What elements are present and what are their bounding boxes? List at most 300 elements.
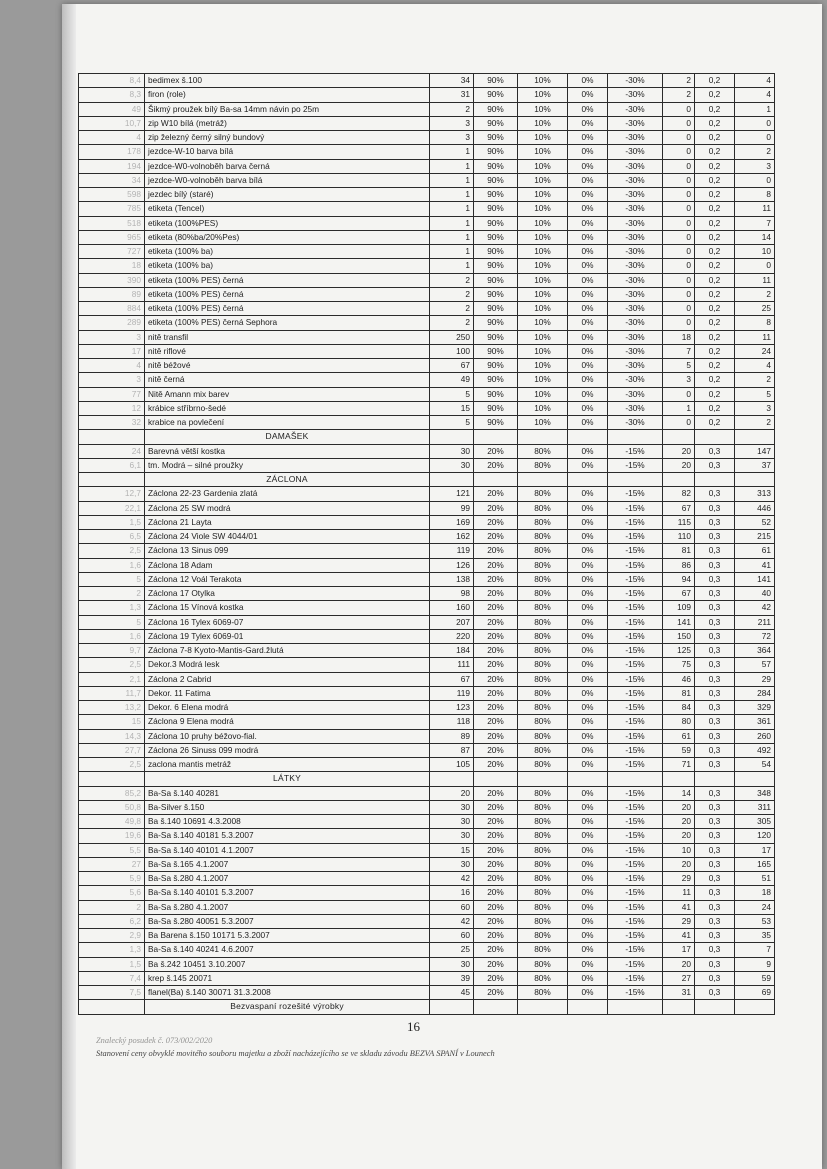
- table-row: [79, 458, 775, 472]
- table-row: [79, 587, 775, 601]
- cell-pct-b: 80%: [518, 444, 568, 458]
- cell-quantity: 1: [430, 173, 474, 187]
- cell-pct-a: 20%: [474, 715, 518, 729]
- cell-quantity: 67: [430, 672, 474, 686]
- cell-quantity: 105: [430, 758, 474, 772]
- cell-value-b: 37: [735, 458, 775, 472]
- cell-value-b: 1: [735, 102, 775, 116]
- empty-cell: [735, 1000, 775, 1014]
- cell-pct-c: 0%: [568, 74, 608, 88]
- cell-item-name: Záclona 2 Cabrid: [145, 672, 430, 686]
- cell-value-b: 305: [735, 815, 775, 829]
- page-binding-edge: [62, 4, 76, 1169]
- footer-report-description: Stanovení ceny obvyklé movitého souboru majetku a zboží nacházejícího se ve skladu závodu BEZVA SPANÍ v Lounech: [96, 1049, 495, 1058]
- cell-discount: -15%: [608, 644, 663, 658]
- cell-row-ref: 727: [79, 245, 145, 259]
- cell-value-a: 3: [663, 373, 695, 387]
- cell-pct-b: 80%: [518, 458, 568, 472]
- cell-pct-c: 0%: [568, 986, 608, 1000]
- cell-row-ref: 3: [79, 330, 145, 344]
- empty-cell: [735, 430, 775, 444]
- cell-pct-a: 20%: [474, 686, 518, 700]
- cell-item-name: etiketa (100%PES): [145, 216, 430, 230]
- cell-value-b: 313: [735, 487, 775, 501]
- table-row: [79, 715, 775, 729]
- cell-item-name: etiketa (100% ba): [145, 259, 430, 273]
- cell-row-ref: 17: [79, 344, 145, 358]
- cell-value-a: 20: [663, 444, 695, 458]
- cell-discount: -30%: [608, 131, 663, 145]
- cell-item-name: jezdec bílý (staré): [145, 188, 430, 202]
- cell-value-a: 84: [663, 701, 695, 715]
- cell-pct-b: 10%: [518, 259, 568, 273]
- cell-pct-a: 20%: [474, 971, 518, 985]
- cell-value-b: 0: [735, 131, 775, 145]
- cell-discount: -30%: [608, 387, 663, 401]
- cell-discount: -15%: [608, 515, 663, 529]
- cell-pct-a: 90%: [474, 330, 518, 344]
- cell-pct-c: 0%: [568, 914, 608, 928]
- cell-item-name: Záclona 22-23 Gardenia zlatá: [145, 487, 430, 501]
- table-row: [79, 131, 775, 145]
- cell-pct-c: 0%: [568, 900, 608, 914]
- cell-row-ref: 8,4: [79, 74, 145, 88]
- cell-pct-b: 10%: [518, 373, 568, 387]
- section-header-row: [79, 1000, 775, 1014]
- cell-pct-c: 0%: [568, 102, 608, 116]
- cell-coefficient: 0,3: [695, 487, 735, 501]
- cell-item-name: Ba-Sa š.140 40181 5.3.2007: [145, 829, 430, 843]
- cell-value-b: 42: [735, 601, 775, 615]
- cell-value-a: 20: [663, 857, 695, 871]
- cell-item-name: etiketa (100% PES) černá: [145, 302, 430, 316]
- cell-row-ref: 390: [79, 273, 145, 287]
- cell-row-ref: 7,4: [79, 971, 145, 985]
- cell-value-a: 0: [663, 202, 695, 216]
- cell-pct-a: 20%: [474, 444, 518, 458]
- cell-coefficient: 0,3: [695, 929, 735, 943]
- cell-pct-c: 0%: [568, 658, 608, 672]
- cell-pct-c: 0%: [568, 815, 608, 829]
- cell-pct-a: 20%: [474, 587, 518, 601]
- cell-discount: -15%: [608, 672, 663, 686]
- cell-item-name: zip železný černý silný bundový: [145, 131, 430, 145]
- cell-quantity: 42: [430, 872, 474, 886]
- cell-quantity: 250: [430, 330, 474, 344]
- cell-pct-a: 20%: [474, 743, 518, 757]
- cell-item-name: tm. Modrá – silné proužky: [145, 458, 430, 472]
- cell-pct-b: 80%: [518, 629, 568, 643]
- cell-pct-a: 20%: [474, 487, 518, 501]
- table-row: [79, 359, 775, 373]
- cell-discount: -15%: [608, 615, 663, 629]
- cell-row-ref: 1,6: [79, 629, 145, 643]
- cell-coefficient: 0,2: [695, 401, 735, 415]
- cell-row-ref: 12: [79, 401, 145, 415]
- cell-value-b: 3: [735, 401, 775, 415]
- cell-pct-a: 20%: [474, 644, 518, 658]
- cell-pct-b: 80%: [518, 487, 568, 501]
- cell-pct-c: 0%: [568, 701, 608, 715]
- cell-value-b: 0: [735, 259, 775, 273]
- cell-value-a: 61: [663, 729, 695, 743]
- cell-quantity: 30: [430, 957, 474, 971]
- table-row: [79, 800, 775, 814]
- cell-item-name: jezdce-W-10 barva bílá: [145, 145, 430, 159]
- cell-value-b: 446: [735, 501, 775, 515]
- table-row: [79, 515, 775, 529]
- cell-row-ref: 13,2: [79, 701, 145, 715]
- cell-row-ref: 10,7: [79, 116, 145, 130]
- cell-value-a: 0: [663, 287, 695, 301]
- cell-pct-c: 0%: [568, 672, 608, 686]
- cell-item-name: etiketa (80%ba/20%Pes): [145, 230, 430, 244]
- cell-pct-b: 80%: [518, 800, 568, 814]
- cell-value-a: 0: [663, 387, 695, 401]
- section-name: ZÁCLONA: [145, 473, 430, 487]
- cell-discount: -30%: [608, 359, 663, 373]
- cell-pct-c: 0%: [568, 359, 608, 373]
- empty-cell: [518, 1000, 568, 1014]
- cell-pct-c: 0%: [568, 686, 608, 700]
- table-row: [79, 501, 775, 515]
- cell-row-ref: 12,7: [79, 487, 145, 501]
- cell-value-a: 82: [663, 487, 695, 501]
- cell-value-b: 72: [735, 629, 775, 643]
- cell-pct-a: 20%: [474, 672, 518, 686]
- cell-value-a: 2: [663, 88, 695, 102]
- inventory-table-body: [79, 74, 775, 1015]
- cell-pct-c: 0%: [568, 245, 608, 259]
- cell-value-b: 3: [735, 159, 775, 173]
- empty-cell: [568, 430, 608, 444]
- cell-pct-b: 10%: [518, 330, 568, 344]
- cell-pct-b: 80%: [518, 587, 568, 601]
- cell-pct-b: 80%: [518, 957, 568, 971]
- cell-pct-a: 20%: [474, 629, 518, 643]
- cell-item-name: nitě černá: [145, 373, 430, 387]
- cell-discount: -15%: [608, 629, 663, 643]
- cell-value-a: 0: [663, 416, 695, 430]
- cell-pct-b: 80%: [518, 530, 568, 544]
- cell-quantity: 1: [430, 245, 474, 259]
- cell-discount: -30%: [608, 330, 663, 344]
- cell-row-ref: 6,5: [79, 530, 145, 544]
- cell-quantity: 67: [430, 359, 474, 373]
- cell-coefficient: 0,3: [695, 601, 735, 615]
- cell-pct-b: 80%: [518, 658, 568, 672]
- cell-value-b: 5: [735, 387, 775, 401]
- cell-pct-b: 10%: [518, 344, 568, 358]
- cell-quantity: 169: [430, 515, 474, 529]
- cell-pct-c: 0%: [568, 458, 608, 472]
- cell-coefficient: 0,3: [695, 644, 735, 658]
- cell-pct-b: 10%: [518, 173, 568, 187]
- table-row: [79, 872, 775, 886]
- cell-coefficient: 0,2: [695, 245, 735, 259]
- cell-pct-c: 0%: [568, 230, 608, 244]
- cell-value-a: 20: [663, 800, 695, 814]
- cell-row-ref: 85,2: [79, 786, 145, 800]
- cell-value-b: 141: [735, 572, 775, 586]
- table-row: [79, 116, 775, 130]
- cell-pct-b: 10%: [518, 88, 568, 102]
- cell-pct-c: 0%: [568, 302, 608, 316]
- cell-item-name: Ba-Sa š.280 4.1.2007: [145, 872, 430, 886]
- cell-value-b: 329: [735, 701, 775, 715]
- cell-pct-c: 0%: [568, 558, 608, 572]
- cell-pct-a: 90%: [474, 88, 518, 102]
- cell-item-name: Záclona 25 SW modrá: [145, 501, 430, 515]
- cell-value-b: 40: [735, 587, 775, 601]
- cell-pct-b: 80%: [518, 971, 568, 985]
- cell-discount: -15%: [608, 501, 663, 515]
- cell-item-name: Ba-Sa š.140 40101 5.3.2007: [145, 886, 430, 900]
- cell-item-name: Záclona 18 Adam: [145, 558, 430, 572]
- cell-pct-c: 0%: [568, 188, 608, 202]
- cell-quantity: 25: [430, 943, 474, 957]
- section-header-row: [79, 473, 775, 487]
- cell-row-ref: 518: [79, 216, 145, 230]
- cell-value-a: 0: [663, 145, 695, 159]
- cell-value-a: 20: [663, 815, 695, 829]
- cell-coefficient: 0,3: [695, 672, 735, 686]
- cell-pct-b: 10%: [518, 202, 568, 216]
- cell-value-b: 53: [735, 914, 775, 928]
- cell-item-name: jezdce-W0-volnoběh barva černá: [145, 159, 430, 173]
- cell-quantity: 30: [430, 829, 474, 843]
- cell-value-a: 18: [663, 330, 695, 344]
- table-row: [79, 829, 775, 843]
- cell-item-name: Záclona 7-8 Kyoto-Mantis-Gard.žlutá: [145, 644, 430, 658]
- cell-value-b: 2: [735, 373, 775, 387]
- cell-discount: -30%: [608, 145, 663, 159]
- cell-pct-c: 0%: [568, 886, 608, 900]
- cell-item-name: bedimex š.100: [145, 74, 430, 88]
- table-row: [79, 701, 775, 715]
- table-row: [79, 786, 775, 800]
- table-row: [79, 316, 775, 330]
- cell-quantity: 60: [430, 900, 474, 914]
- cell-pct-c: 0%: [568, 88, 608, 102]
- cell-quantity: 34: [430, 74, 474, 88]
- table-row: [79, 758, 775, 772]
- cell-item-name: etiketa (100% PES) černá: [145, 273, 430, 287]
- cell-item-name: Ba Barena š.150 10171 5.3.2007: [145, 929, 430, 943]
- cell-pct-a: 20%: [474, 857, 518, 871]
- cell-value-a: 20: [663, 829, 695, 843]
- cell-row-ref: 194: [79, 159, 145, 173]
- cell-value-a: 0: [663, 230, 695, 244]
- cell-value-b: 165: [735, 857, 775, 871]
- cell-discount: -15%: [608, 957, 663, 971]
- cell-coefficient: 0,3: [695, 815, 735, 829]
- cell-value-b: 284: [735, 686, 775, 700]
- empty-cell: [695, 772, 735, 786]
- cell-pct-b: 80%: [518, 914, 568, 928]
- cell-coefficient: 0,2: [695, 102, 735, 116]
- empty-cell: [663, 430, 695, 444]
- table-row: [79, 971, 775, 985]
- cell-pct-b: 80%: [518, 743, 568, 757]
- cell-value-b: 7: [735, 943, 775, 957]
- cell-pct-b: 80%: [518, 843, 568, 857]
- cell-pct-b: 80%: [518, 558, 568, 572]
- cell-pct-a: 90%: [474, 359, 518, 373]
- section-spacer: [79, 473, 145, 487]
- cell-value-b: 2: [735, 287, 775, 301]
- cell-coefficient: 0,2: [695, 188, 735, 202]
- empty-cell: [735, 473, 775, 487]
- cell-value-b: 11: [735, 202, 775, 216]
- cell-pct-b: 80%: [518, 601, 568, 615]
- empty-cell: [474, 473, 518, 487]
- table-row: [79, 629, 775, 643]
- cell-pct-b: 10%: [518, 401, 568, 415]
- cell-value-a: 150: [663, 629, 695, 643]
- cell-coefficient: 0,3: [695, 615, 735, 629]
- cell-value-b: 35: [735, 929, 775, 943]
- cell-coefficient: 0,2: [695, 230, 735, 244]
- cell-pct-b: 80%: [518, 644, 568, 658]
- cell-quantity: 39: [430, 971, 474, 985]
- cell-pct-a: 20%: [474, 558, 518, 572]
- cell-pct-b: 80%: [518, 758, 568, 772]
- cell-pct-a: 20%: [474, 829, 518, 843]
- cell-value-b: 0: [735, 116, 775, 130]
- cell-row-ref: 289: [79, 316, 145, 330]
- cell-pct-c: 0%: [568, 743, 608, 757]
- empty-cell: [608, 473, 663, 487]
- cell-pct-c: 0%: [568, 515, 608, 529]
- cell-pct-c: 0%: [568, 857, 608, 871]
- cell-item-name: zip W10 bílá (metráž): [145, 116, 430, 130]
- cell-quantity: 30: [430, 444, 474, 458]
- cell-row-ref: 5,9: [79, 872, 145, 886]
- cell-pct-c: 0%: [568, 872, 608, 886]
- cell-value-a: 71: [663, 758, 695, 772]
- cell-pct-a: 90%: [474, 230, 518, 244]
- table-row: [79, 686, 775, 700]
- cell-discount: -30%: [608, 302, 663, 316]
- empty-cell: [518, 473, 568, 487]
- cell-value-a: 86: [663, 558, 695, 572]
- cell-coefficient: 0,3: [695, 786, 735, 800]
- cell-pct-c: 0%: [568, 829, 608, 843]
- empty-cell: [474, 772, 518, 786]
- cell-quantity: 1: [430, 145, 474, 159]
- cell-pct-a: 20%: [474, 943, 518, 957]
- cell-quantity: 30: [430, 800, 474, 814]
- cell-pct-c: 0%: [568, 387, 608, 401]
- cell-value-b: 24: [735, 900, 775, 914]
- cell-pct-c: 0%: [568, 159, 608, 173]
- section-name: Bezvaspaní rozešité výrobky: [145, 1000, 430, 1014]
- cell-item-name: Ba š.242 10451 3.10.2007: [145, 957, 430, 971]
- cell-coefficient: 0,3: [695, 886, 735, 900]
- cell-coefficient: 0,3: [695, 872, 735, 886]
- cell-discount: -15%: [608, 701, 663, 715]
- table-row: [79, 159, 775, 173]
- table-row: [79, 943, 775, 957]
- cell-value-a: 125: [663, 644, 695, 658]
- table-row: [79, 216, 775, 230]
- cell-coefficient: 0,3: [695, 658, 735, 672]
- cell-discount: -15%: [608, 686, 663, 700]
- cell-coefficient: 0,3: [695, 743, 735, 757]
- cell-coefficient: 0,2: [695, 216, 735, 230]
- cell-value-a: 0: [663, 302, 695, 316]
- cell-discount: -15%: [608, 886, 663, 900]
- cell-quantity: 118: [430, 715, 474, 729]
- cell-row-ref: 89: [79, 287, 145, 301]
- empty-cell: [663, 772, 695, 786]
- cell-pct-c: 0%: [568, 800, 608, 814]
- cell-coefficient: 0,2: [695, 131, 735, 145]
- cell-row-ref: 4: [79, 359, 145, 373]
- cell-discount: -15%: [608, 658, 663, 672]
- cell-pct-b: 80%: [518, 886, 568, 900]
- cell-value-a: 0: [663, 188, 695, 202]
- cell-discount: -30%: [608, 173, 663, 187]
- cell-row-ref: 5: [79, 615, 145, 629]
- cell-quantity: 16: [430, 886, 474, 900]
- cell-row-ref: 6,1: [79, 458, 145, 472]
- empty-cell: [430, 1000, 474, 1014]
- cell-pct-c: 0%: [568, 330, 608, 344]
- cell-value-b: 25: [735, 302, 775, 316]
- cell-pct-b: 10%: [518, 188, 568, 202]
- cell-value-b: 2: [735, 145, 775, 159]
- table-row: [79, 344, 775, 358]
- empty-cell: [430, 473, 474, 487]
- cell-discount: -30%: [608, 188, 663, 202]
- section-name: LÁTKY: [145, 772, 430, 786]
- cell-value-a: 11: [663, 886, 695, 900]
- cell-pct-b: 80%: [518, 857, 568, 871]
- cell-item-name: Barevná větší kostka: [145, 444, 430, 458]
- cell-pct-a: 90%: [474, 145, 518, 159]
- cell-value-b: 11: [735, 273, 775, 287]
- cell-pct-c: 0%: [568, 444, 608, 458]
- cell-discount: -30%: [608, 102, 663, 116]
- table-row: [79, 743, 775, 757]
- cell-pct-a: 90%: [474, 102, 518, 116]
- cell-coefficient: 0,3: [695, 530, 735, 544]
- cell-row-ref: 2,9: [79, 929, 145, 943]
- cell-coefficient: 0,3: [695, 515, 735, 529]
- cell-quantity: 207: [430, 615, 474, 629]
- page-number: 16: [407, 1019, 420, 1034]
- cell-coefficient: 0,3: [695, 829, 735, 843]
- cell-pct-a: 20%: [474, 501, 518, 515]
- cell-pct-b: 80%: [518, 943, 568, 957]
- cell-quantity: 2: [430, 273, 474, 287]
- cell-value-a: 0: [663, 102, 695, 116]
- cell-pct-c: 0%: [568, 644, 608, 658]
- cell-item-name: Ba-Sa š.140 40241 4.6.2007: [145, 943, 430, 957]
- cell-value-b: 52: [735, 515, 775, 529]
- table-row: [79, 929, 775, 943]
- cell-coefficient: 0,3: [695, 729, 735, 743]
- cell-row-ref: 11,7: [79, 686, 145, 700]
- cell-value-a: 0: [663, 173, 695, 187]
- cell-quantity: 49: [430, 373, 474, 387]
- cell-value-a: 94: [663, 572, 695, 586]
- cell-pct-c: 0%: [568, 929, 608, 943]
- cell-pct-b: 10%: [518, 387, 568, 401]
- cell-pct-b: 10%: [518, 131, 568, 145]
